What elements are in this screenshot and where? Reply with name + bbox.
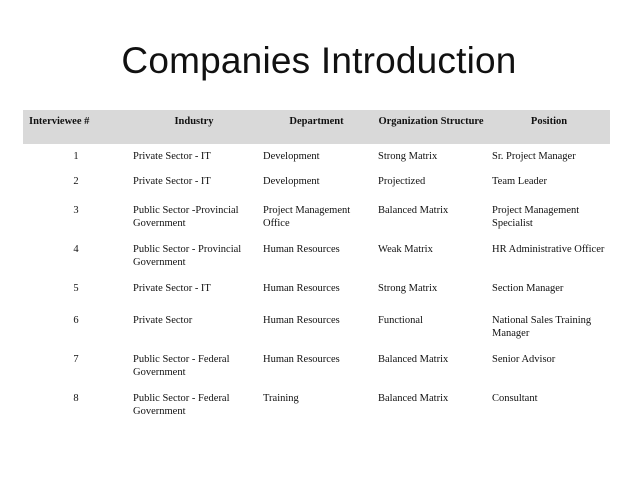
table-row xyxy=(23,198,610,237)
cell-position: Section Manager xyxy=(492,283,564,294)
cell-department: Development xyxy=(263,176,320,187)
header-organization-structure: Organization Structure xyxy=(378,116,484,127)
cell-interviewee: 2 xyxy=(73,176,79,187)
cell-structure: Strong Matrix xyxy=(378,283,438,294)
cell-industry: Public Sector - Federal Government xyxy=(133,393,230,417)
cell-department: Human Resources xyxy=(263,244,340,255)
cell-industry: Private Sector - IT xyxy=(133,176,211,187)
cell-department: Training xyxy=(263,393,299,404)
cell-structure: Balanced Matrix xyxy=(378,354,449,365)
cell-industry: Private Sector xyxy=(133,315,193,326)
header-interviewee: Interviewee # xyxy=(29,116,90,127)
table-row xyxy=(23,276,610,308)
table-row xyxy=(23,386,610,425)
cell-industry: Public Sector -Provincial Government xyxy=(133,205,239,229)
cell-industry: Public Sector - Federal Government xyxy=(133,354,230,378)
table-row xyxy=(23,237,610,276)
cell-interviewee: 6 xyxy=(73,315,79,326)
table-header-row xyxy=(23,110,610,144)
cell-structure: Balanced Matrix xyxy=(378,393,449,404)
cell-position: Senior Advisor xyxy=(492,354,556,365)
cell-position: Sr. Project Manager xyxy=(492,151,576,162)
cell-position: Team Leader xyxy=(492,176,547,187)
cell-department: Human Resources xyxy=(263,315,340,326)
page-title: Companies Introduction xyxy=(121,40,517,81)
table-row xyxy=(23,169,610,198)
cell-structure: Balanced Matrix xyxy=(378,205,449,216)
table-row xyxy=(23,308,610,347)
cell-department: Development xyxy=(263,151,320,162)
cell-department: Human Resources xyxy=(263,283,340,294)
table-row xyxy=(23,144,610,169)
cell-department: Project Management Office xyxy=(263,205,351,229)
cell-position: Project Management Specialist xyxy=(492,205,580,229)
cell-structure: Projectized xyxy=(378,176,426,187)
header-department: Department xyxy=(289,116,344,127)
cell-industry: Private Sector - IT xyxy=(133,151,211,162)
cell-position: National Sales Training Manager xyxy=(492,315,592,339)
cell-interviewee: 7 xyxy=(73,354,79,365)
cell-structure: Weak Matrix xyxy=(378,244,433,255)
cell-industry: Public Sector - Provincial Government xyxy=(133,244,242,268)
cell-department: Human Resources xyxy=(263,354,340,365)
cell-interviewee: 1 xyxy=(73,151,79,162)
header-industry: Industry xyxy=(174,116,214,127)
cell-structure: Functional xyxy=(378,315,423,326)
cell-position: HR Administrative Officer xyxy=(492,244,605,255)
companies-table xyxy=(23,110,610,425)
cell-structure: Strong Matrix xyxy=(378,151,438,162)
cell-position: Consultant xyxy=(492,393,538,404)
cell-interviewee: 5 xyxy=(73,283,79,294)
cell-interviewee: 4 xyxy=(73,244,79,255)
header-position: Position xyxy=(530,116,568,127)
table-row xyxy=(23,347,610,386)
cell-industry: Private Sector - IT xyxy=(133,283,211,294)
cell-interviewee: 8 xyxy=(73,393,79,404)
cell-interviewee: 3 xyxy=(73,205,79,216)
